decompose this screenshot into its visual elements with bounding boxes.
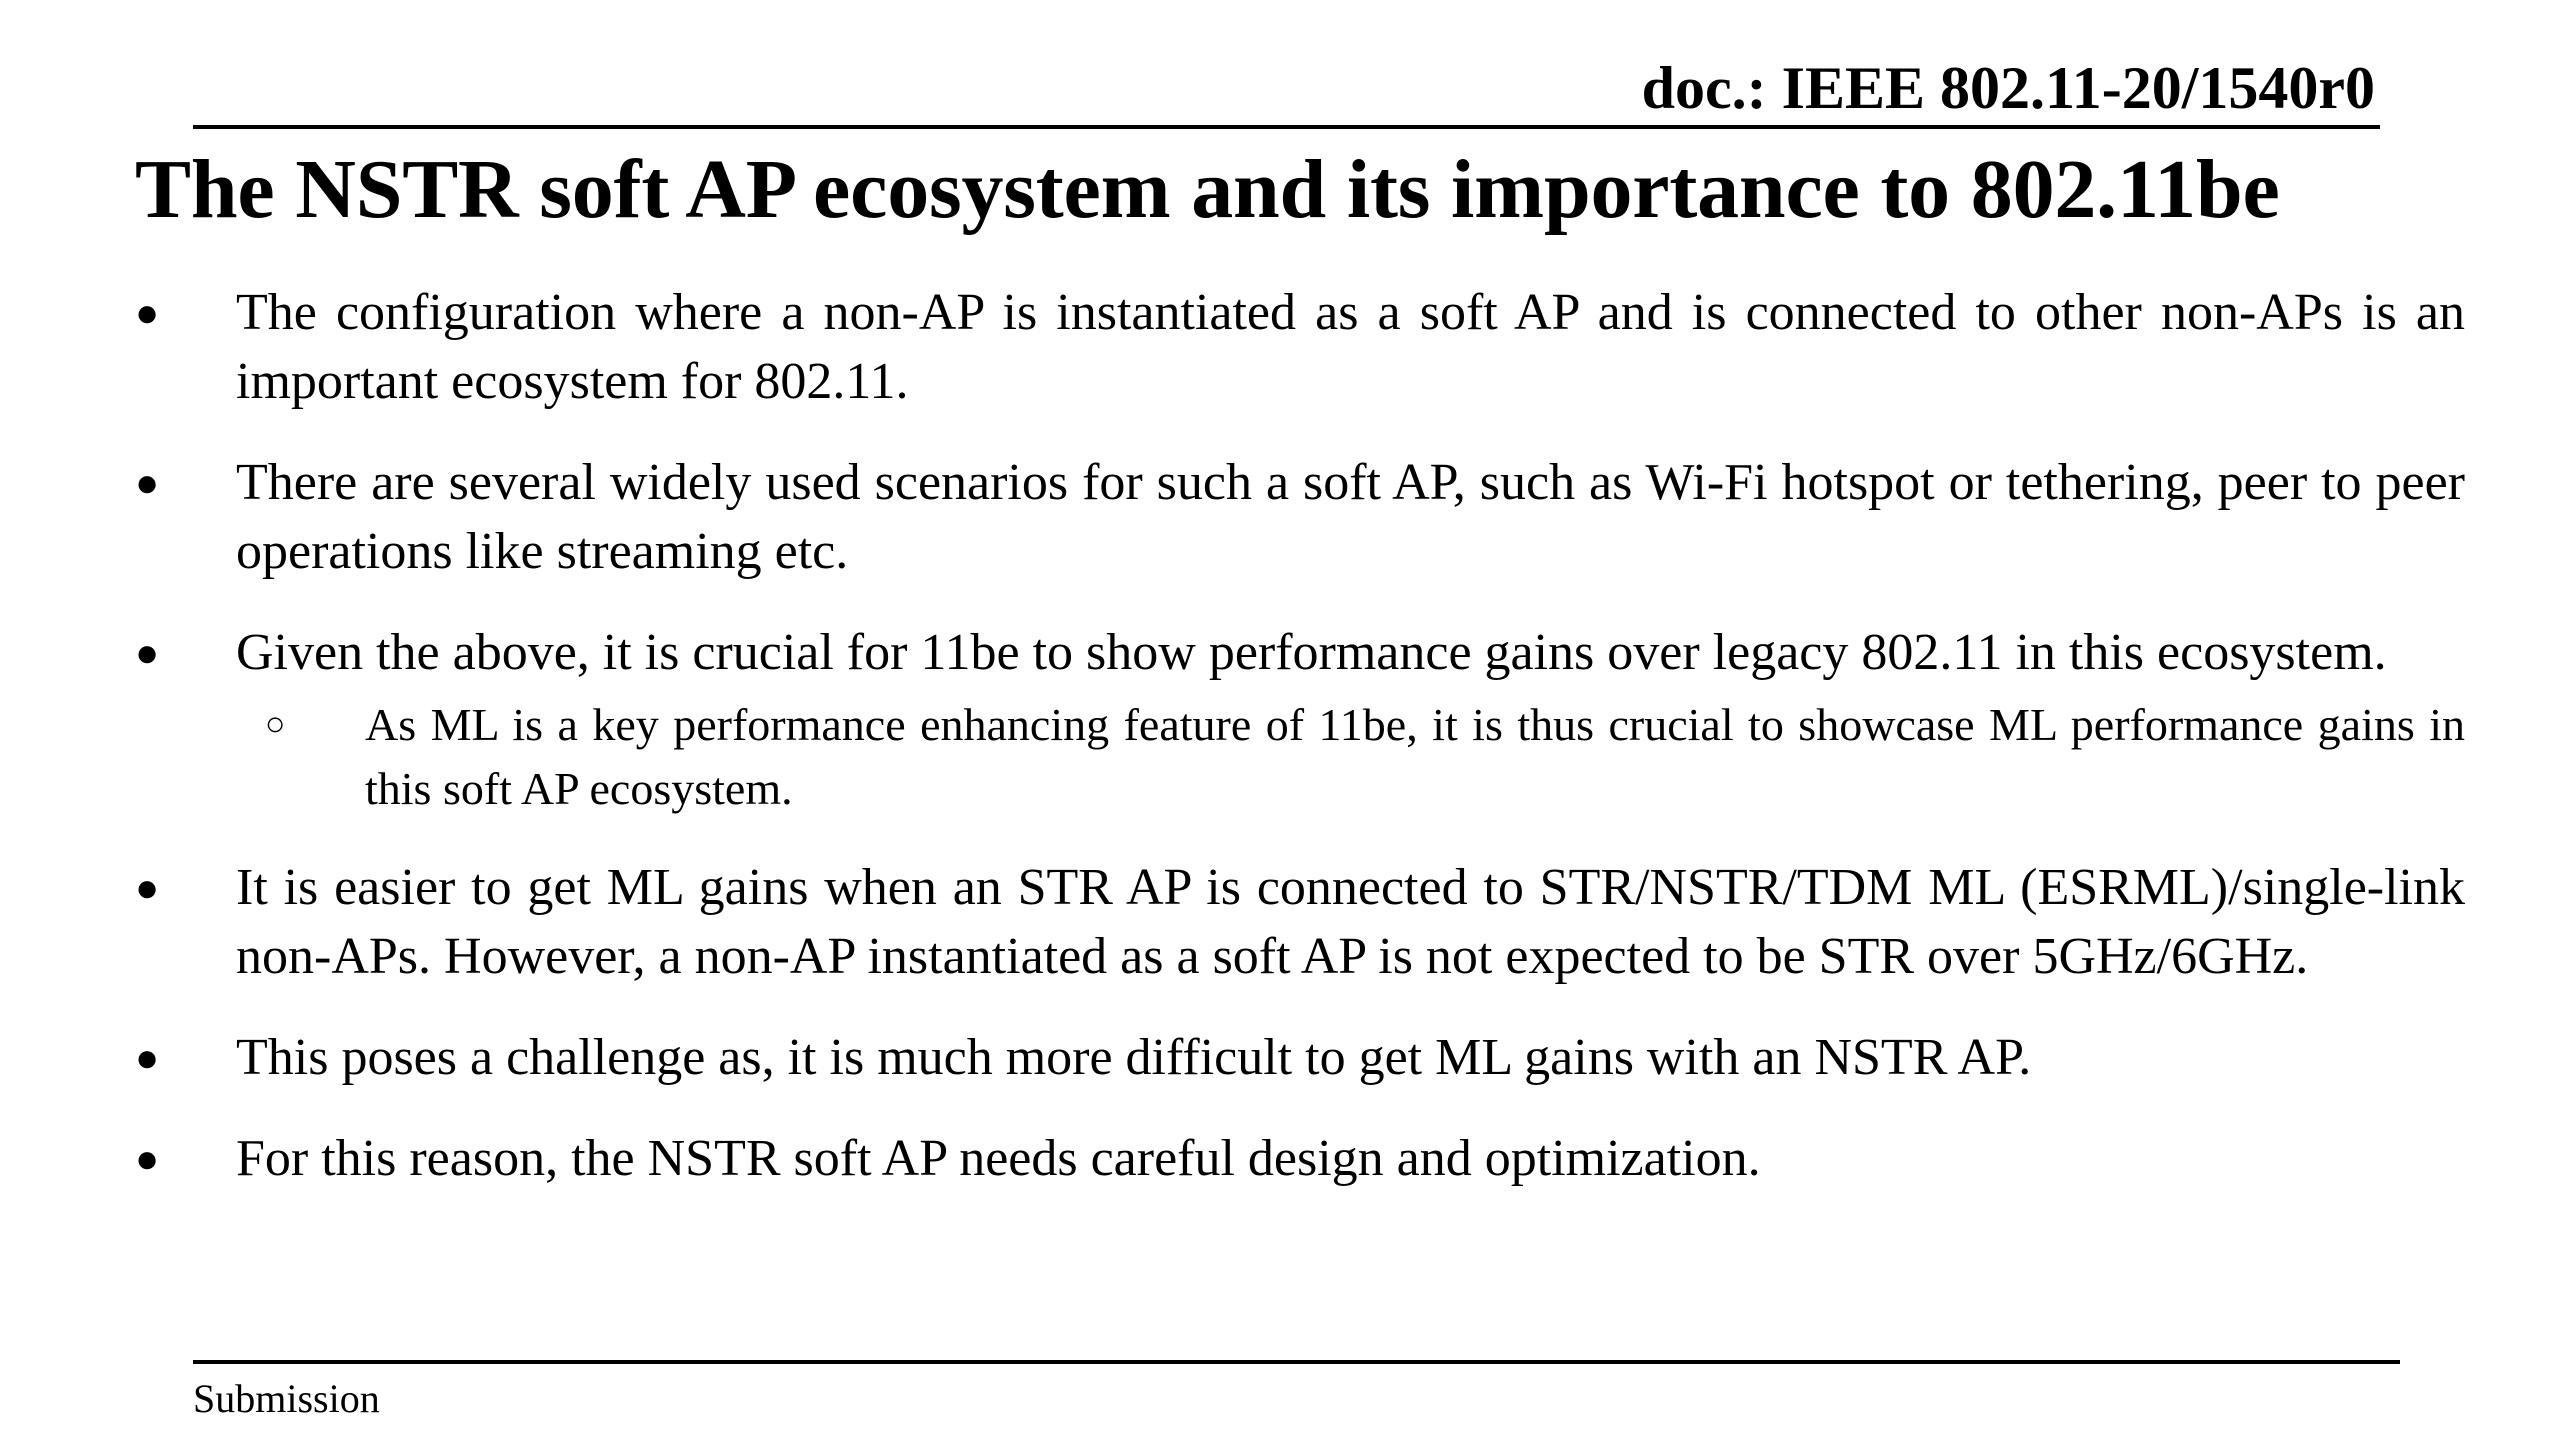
sub-bullet-item — [135, 693, 2465, 821]
bullet-item — [135, 1023, 2465, 1092]
document-id: doc.: IEEE 802.11-20/1540r0 — [1641, 55, 2375, 121]
bullet-item — [135, 853, 2465, 991]
footer-divider — [193, 1360, 2400, 1364]
bullet-item — [135, 278, 2465, 416]
slide-title: The NSTR soft AP ecosystem and its importance to 802.11be — [135, 143, 2280, 236]
sub-bullet-text: As ML is a key performance enhancing feature of 11be, it is thus crucial to showcase ML performance gains in this soft AP ecosystem. — [365, 699, 2465, 814]
bullet-marker: ● — [135, 630, 160, 675]
bullet-text: For this reason, the NSTR soft AP needs careful design and optimization. — [236, 1130, 1761, 1187]
header-divider — [193, 125, 2380, 129]
bullet-item — [135, 448, 2465, 586]
bullet-marker: ● — [135, 1035, 160, 1080]
bullet-marker: ● — [135, 865, 160, 910]
bullet-marker: ● — [135, 1136, 160, 1181]
bullet-text: It is easier to get ML gains when an STR AP is connected to STR/NSTR/TDM ML (ESRML)/single-link non-APs. However, a non-AP instantiated as a soft AP is not expected to be STR over 5GHz/6GHz. — [236, 859, 2465, 985]
bullet-text: There are several widely used scenarios for such a soft AP, such as Wi-Fi hotspot or tethering, peer to peer operations like streaming etc. — [236, 454, 2465, 580]
bullet-text: The configuration where a non-AP is instantiated as a soft AP and is connected to other non-APs is an important ecosystem for 802.11. — [236, 284, 2465, 410]
bullet-marker: ● — [135, 290, 160, 335]
bullet-item — [135, 1124, 2465, 1193]
sub-bullet-marker: ○ — [265, 706, 286, 743]
footer-label: Submission — [193, 1376, 380, 1421]
bullet-text: Given the above, it is crucial for 11be to show performance gains over legacy 802.11 in this ecosystem. — [236, 624, 2387, 681]
bullet-marker: ● — [135, 460, 160, 505]
bullet-item — [135, 618, 2465, 687]
bullet-list — [135, 278, 2465, 1225]
bullet-text: This poses a challenge as, it is much more difficult to get ML gains with an NSTR AP. — [236, 1029, 2032, 1086]
